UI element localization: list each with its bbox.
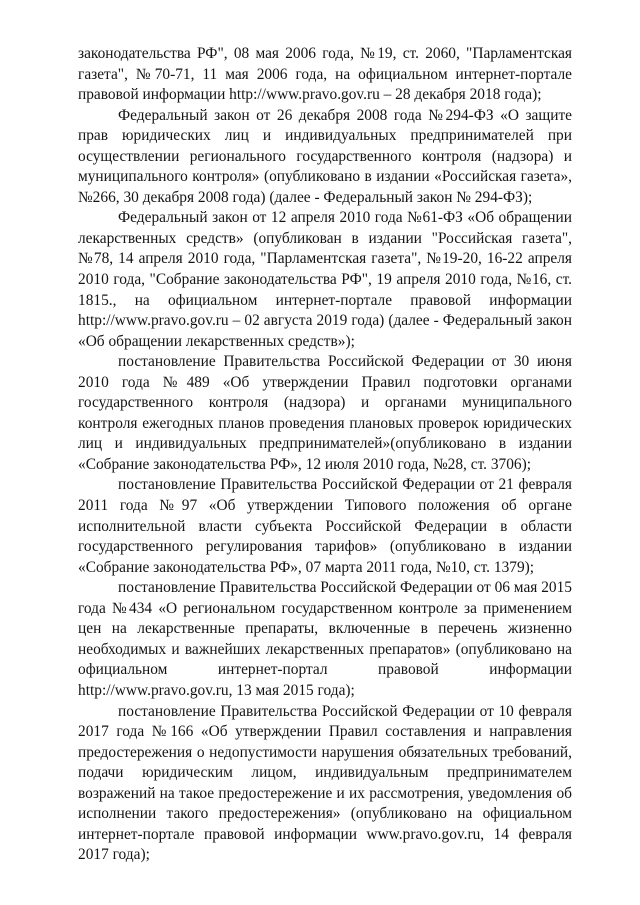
document-page — [78, 44, 572, 866]
paragraph-federal-law-294: Федеральный закон от 26 декабря 2008 года №294-ФЗ «О защите прав юридических лиц и индивидуальных предпринимателей при осуществлении регионального государственного контроля (надзора) и муниципального контроля» (опубликовано в издании «Российская газета», №266, 30 декабря 2008 года) (далее - Федеральный закон № 294-ФЗ); — [78, 106, 572, 206]
paragraph-resolution-166: постановление Правительства Российской Федерации от 10 февраля 2017 года №166 «Об утверждении Правил составления и направления предостережения о недопустимости нарушения обязательных требований, подачи юридическим лицом, индивидуальным предпринимателем возражений на такое предостережение и их рассмотрения, уведомления об исполнении такого предостережения» (опубликовано на официальном интернет-портале правовой информации www.pravo.gov.ru, 14 февраля 2017 года); — [78, 702, 572, 864]
paragraph-resolution-97: постановление Правительства Российской Федерации от 21 февраля 2011 года №97 «Об утверждении Типового положения об органе исполнительной власти субъекта Российской Федерации в области государственного регулирования тарифов» (опубликовано в издании «Собрание законодательства РФ», 07 марта 2011 года, №10, ст. 1379); — [78, 476, 572, 576]
paragraph-1: законодательства РФ", 08 мая 2006 года, №19, ст. 2060, "Парламентская газета", №70-71, 11 мая 2006 года, на официальном интернет-портале правовой информации http://www.pravo.gov.ru – 28 декабря 2018 года); — [78, 45, 572, 104]
paragraph-federal-law-61: Федеральный закон от 12 апреля 2010 года №61-ФЗ «Об обращении лекарственных средств» (опубликован в издании "Российская газета", №78, 14 апреля 2010 года, "Парламентская газета", №19-20, 16-22 апреля 2010 года, "Собрание законодательства РФ", 19 апреля 2010 года, №16, ст. 1815., на официальном интернет-портале правовой информации http://www.pravo.gov.ru – 02 августа 2019 года) (далее - Федеральный закон «Об обращении лекарственных средств»); — [78, 209, 572, 350]
paragraph-resolution-489: постановление Правительства Российской Федерации от 30 июня 2010 года №489 «Об утверждении Правил подготовки органами государственного контроля (надзора) и органами муниципального контроля ежегодных планов проведения плановых проверок юридических лиц и индивидуальных предпринимателей»(опубликовано в издании «Собрание законодательства РФ», 12 июля 2010 года, №28, ст. 3706); — [78, 353, 572, 473]
paragraph-resolution-434: постановление Правительства Российской Федерации от 06 мая 2015 года №434 «О региональном государственном контроле за применением цен на лекарственные препараты, включенные в перечень жизненно необходимых и важнейших лекарственных препаратов» (опубликовано на официальном интернет-портал правовой информации http://www.pravo.gov.ru, 13 мая 2015 года); — [78, 579, 572, 699]
